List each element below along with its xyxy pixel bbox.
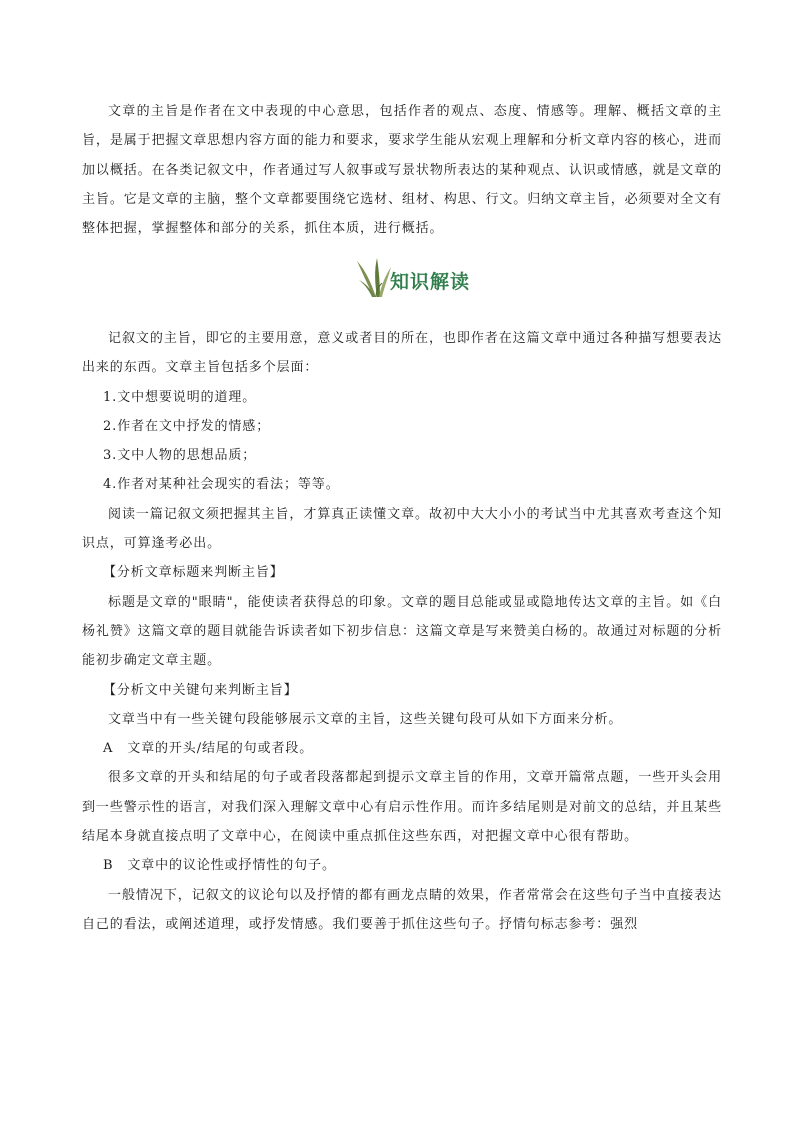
intro-section [82,97,722,243]
body-paragraph-5: 很多文章的开头和结尾的句子或者段落都起到提示文章主旨的作用，文章开篇常点题，一些开头会用到一些警示性的语言，对我们深入理解文章中心有启示性作用。而许多结尾则是对前文的总结，并且某些结尾本身就直接点明了文章中心，在阅读中重点抓住这些东西，对把握文章中心很有帮助。 [82,770,722,845]
list-item-3: 3.文中人物的思想品质； [103,448,257,464]
body-paragraph-3: 标题是文章的"眼睛"，能使读者获得总的印象。文章的题目总能或显或隐地传达文章的主旨。如《白杨礼赞》这篇文章的题目就能告诉读者如下初步信息：这篇文章是写来赞美白杨的。故通过对标题的分析能初步确定文章主题。 [82,594,722,669]
grass-leaf-icon [354,256,392,298]
point-a: A 文章的开头/结尾的句或者段。 [103,741,314,757]
body-paragraph-4: 文章当中有一些关键句段能够展示文章的主旨，这些关键句段可从如下方面来分析。 [108,711,623,727]
intro-paragraph: 文章的主旨是作者在文中表现的中心意思，包括作者的观点、态度、情感等。理解、概括文章的主旨，是属于把握文章思想内容方面的能力和要求，要求学生能从宏观上理解和分析文章内容的核心，进而加以概括。在各类记叙文中，作者通过写人叙事或写景状物所表达的某种观点、认识或情感，就是文章的主旨。它是文章的主脑，整个文章都要围绕它选材、组材、构思、行文。归纳文章主旨，必须要对全文有整体把握，掌握整体和部分的关系，抓住本质，进行概括。 [82,104,722,237]
list-item-4: 4.作者对某种社会现实的看法；等等。 [103,477,340,493]
subheading-key-sentence-analysis: 【分析文中关键句来判断主旨】 [103,682,298,698]
subheading-title-analysis: 【分析文章标题来判断主旨】 [103,565,284,581]
body-paragraph-1: 记叙文的主旨，即它的主要用意，意义或者目的所在，也即作者在这篇文章中通过各种描写想要表达出来的东西。文章主旨包括多个层面： [82,331,722,376]
section-heading-title: 知识解读 [390,270,471,293]
body-section [82,324,722,939]
point-b: B 文章中的议论性或抒情性的句子。 [103,858,336,874]
section-heading [354,255,470,299]
body-paragraph-2: 阅读一篇记叙文须把握其主旨，才算真正读懂文章。故初中大大小小的考试当中尤其喜欢考查这个知识点，可算逢考必出。 [82,506,722,552]
list-item-1: 1.文中想要说明的道理。 [103,389,257,405]
body-paragraph-6: 一般情况下，记叙文的议论句以及抒情的都有画龙点睛的效果，作者常常会在这些句子当中直接表达自己的看法，或阐述道理，或抒发情感。我们要善于抓住这些句子。抒情句标志参考：强烈 [82,887,722,932]
list-item-2: 2.作者在文中抒发的情感； [103,418,271,434]
